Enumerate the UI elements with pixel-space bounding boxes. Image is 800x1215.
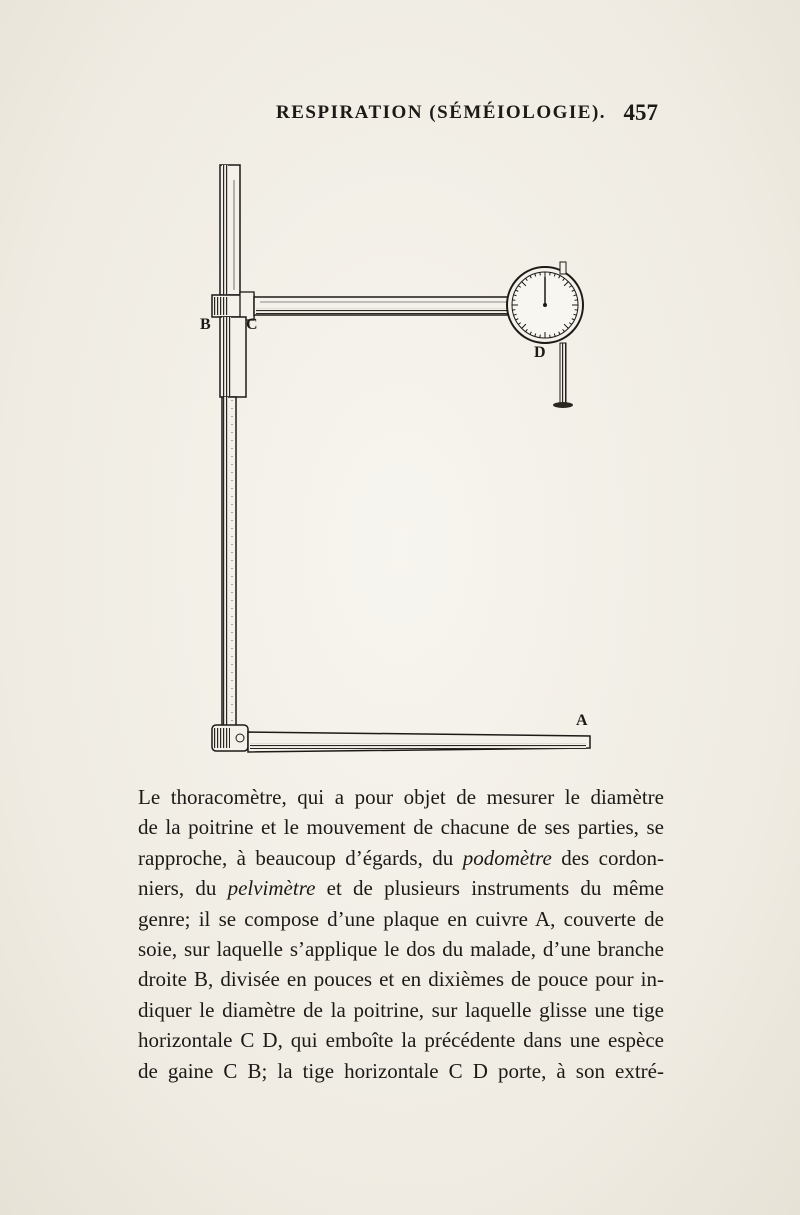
thoracometer-figure: [190, 160, 610, 770]
thoracometer-illustration: [190, 160, 610, 770]
text-run: et de plusieurs instruments du même: [315, 876, 664, 901]
label-b: B: [200, 316, 211, 333]
text-line: [138, 1056, 664, 1086]
text-line: [138, 812, 664, 842]
text-line: [138, 904, 664, 934]
text-run: soie, sur laquelle s’applique le dos du malade, d’une branche: [138, 936, 664, 961]
running-head: [130, 100, 670, 130]
text-run: droite B, divisée en pouces et en dixièmes de pouce pour in-: [138, 967, 664, 992]
vertical-rod-upper: [220, 165, 240, 295]
base-plate: [212, 725, 590, 752]
measuring-pin: [553, 343, 573, 408]
text-run: genre; il se compose d’une plaque en cuivre A, couverte de: [138, 906, 664, 931]
text-run: de gaine C B; la tige horizontale C D porte, à son extré-: [138, 1058, 664, 1083]
text-run: des cordon-: [551, 845, 664, 870]
running-title: RESPIRATION (SÉMÉIOLOGIE).: [276, 102, 607, 123]
text-run: rapproche, à beaucoup d’égards, du: [138, 845, 463, 870]
label-a: A: [576, 712, 588, 729]
italic-term: podomètre: [462, 845, 552, 870]
text-run: Le thoracomètre, qui a pour objet de mesurer le diamètre: [138, 785, 664, 809]
vertical-rod-lower: [222, 397, 236, 732]
sheath: [220, 317, 246, 397]
horizontal-bar: [254, 297, 512, 315]
body-text: [138, 782, 668, 1086]
page-number: 457: [623, 100, 658, 125]
label-d: D: [534, 344, 546, 361]
text-line: [138, 964, 664, 994]
text-line: [138, 782, 664, 812]
text-run: niers, du: [138, 876, 228, 901]
text-line: [138, 873, 664, 903]
text-line: [138, 995, 664, 1025]
text-line: [138, 843, 664, 873]
dial-gauge: [507, 262, 583, 343]
label-c: C: [246, 316, 258, 333]
text-line: [138, 1025, 664, 1055]
text-run: diquer le diamètre de la poitrine, sur laquelle glisse une tige: [138, 997, 664, 1022]
italic-term: pelvimètre: [227, 876, 316, 901]
text-line: [138, 934, 664, 964]
text-run: horizontale C D, qui emboîte la précédente dans une espèce: [138, 1028, 664, 1053]
text-run: de la poitrine et le mouvement de chacune de ses parties, se: [138, 815, 664, 840]
